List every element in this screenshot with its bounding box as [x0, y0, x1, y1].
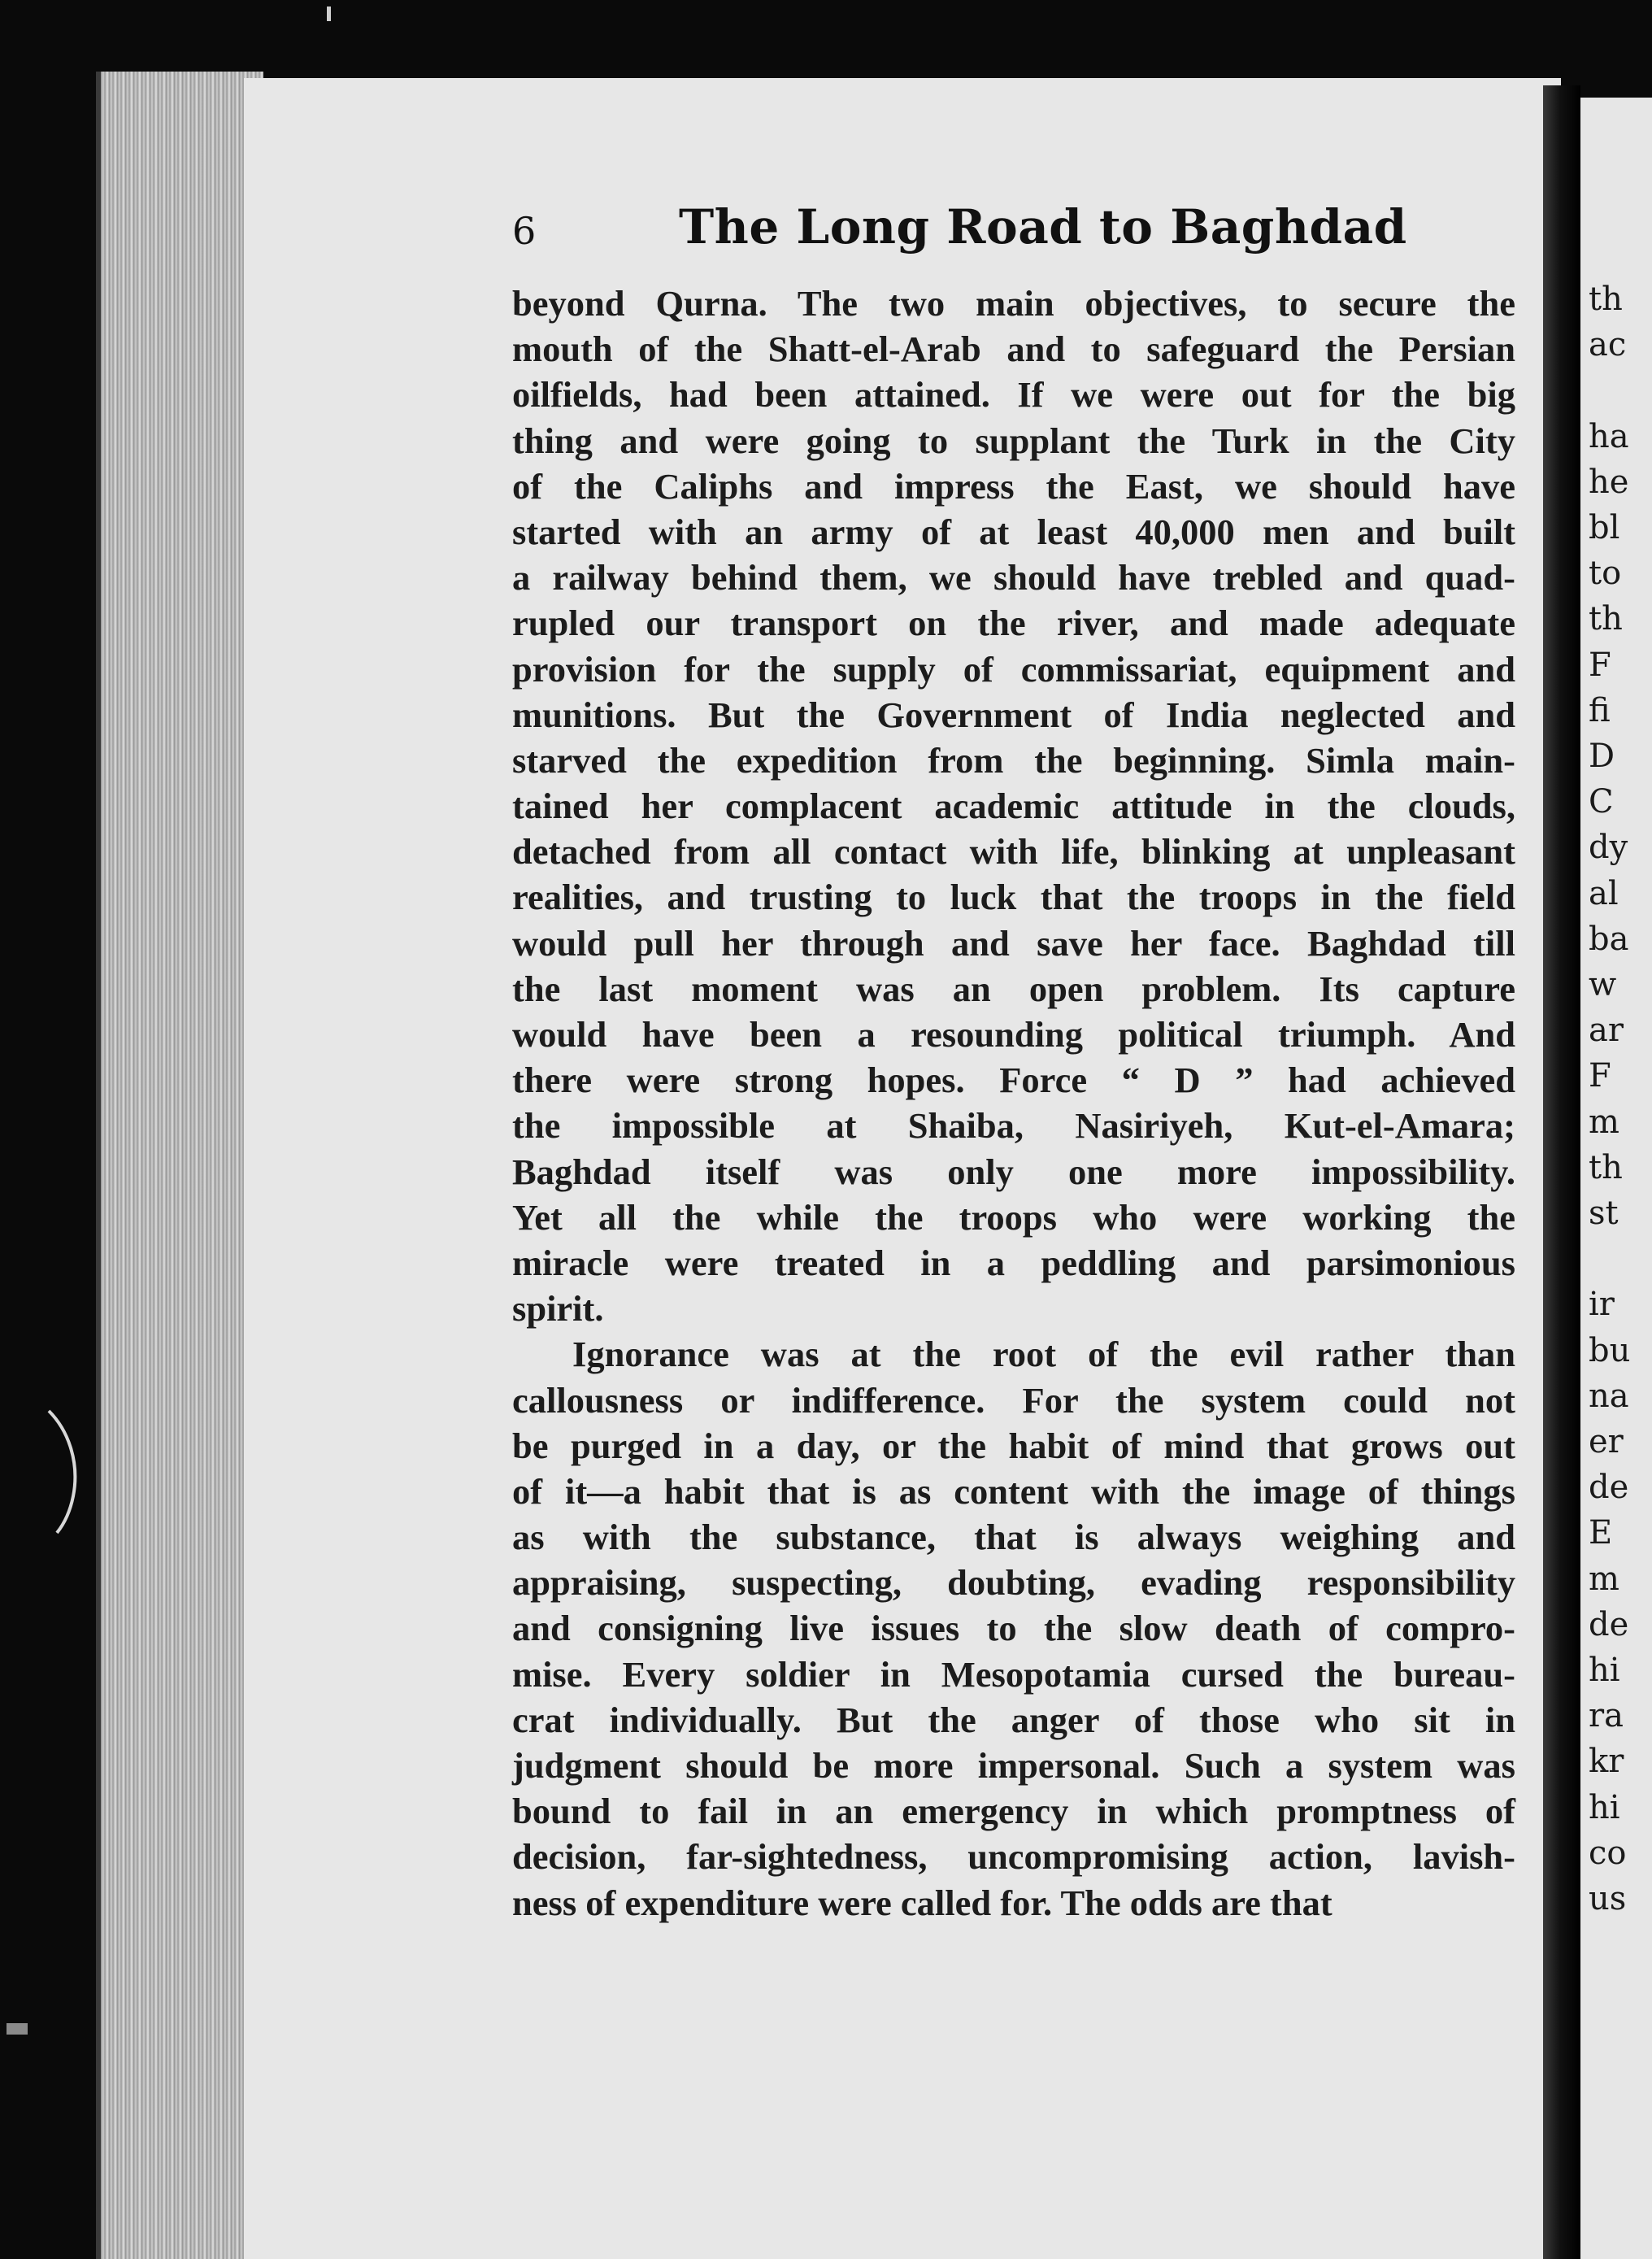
text-line: mouth of the Shatt-el-Arab and to safeguard the Persian: [512, 329, 1515, 370]
facing-page-fragment: ra: [1589, 1697, 1624, 1735]
page-number: 6: [512, 209, 537, 253]
facing-page-fragment: F: [1589, 646, 1611, 684]
text-line: crat individually. But the anger of those who sit in: [512, 1699, 1515, 1740]
text-line: be purged in a day, or the habit of mind that grows out: [512, 1425, 1515, 1466]
text-line: oilfields, had been attained. If we were out for the big: [512, 374, 1515, 416]
text-line: of it—a habit that is as content with the image of things: [512, 1470, 1515, 1512]
text-line: thing and were going to supplant the Turk in the City: [512, 420, 1515, 461]
book-gutter: [1543, 85, 1580, 2259]
facing-page-fragment: ba: [1589, 920, 1629, 958]
facing-page-fragment: de: [1589, 1605, 1629, 1643]
facing-page-fragment: th: [1589, 281, 1623, 318]
text-line: tained her complacent academic attitude in the clouds,: [512, 786, 1515, 827]
facing-page-fragment: us: [1589, 1880, 1627, 1917]
facing-page-fragment: F: [1589, 1057, 1611, 1095]
facing-page-fragment: hi: [1589, 1652, 1620, 1689]
text-line: started with an army of at least 40,000 men and built: [512, 511, 1515, 552]
facing-page-fragment: de: [1589, 1469, 1629, 1507]
facing-page-fragment: m: [1589, 1103, 1619, 1141]
text-line: the impossible at Shaiba, Nasiriyeh, Kut-el-Amara;: [512, 1105, 1515, 1147]
text-line: the last moment was an open problem. Its capture: [512, 968, 1515, 1009]
text-line: miracle were treated in a peddling and parsimonious: [512, 1242, 1515, 1283]
running-head: [512, 199, 1407, 264]
text-line: there were strong hopes. Force “ D ” had achieved: [512, 1060, 1515, 1101]
text-line: Yet all the while the troops who were working the: [512, 1196, 1515, 1238]
facing-page-fragment: hi: [1589, 1788, 1620, 1826]
facing-page-fragment: st: [1589, 1195, 1619, 1232]
facing-page-fragment: ir: [1589, 1286, 1615, 1324]
text-line: mise. Every soldier in Mesopotamia cursed the bureau-: [512, 1653, 1515, 1695]
facing-page-fragment: na: [1589, 1377, 1629, 1415]
text-line: Ignorance was at the root of the evil rather than: [572, 1334, 1515, 1375]
page-stack-edges: [96, 72, 263, 2259]
facing-page-fragment: ac: [1589, 326, 1627, 364]
facing-page-fragment: th: [1589, 600, 1623, 638]
facing-page-fragment: bu: [1589, 1331, 1631, 1369]
text-line: bound to fail in an emergency in which promptness of: [512, 1791, 1515, 1832]
facing-page-fragment: ar: [1589, 1012, 1624, 1050]
text-line: beyond Qurna. The two main objectives, to secure the: [512, 283, 1515, 324]
facing-page-fragment: co: [1589, 1834, 1627, 1872]
facing-page-fragment: C: [1589, 783, 1614, 821]
text-line: realities, and trusting to luck that the troops in the field: [512, 877, 1515, 918]
text-line: and consigning live issues to the slow death of compro-: [512, 1608, 1515, 1649]
text-line: Baghdad itself was only one more impossibility.: [512, 1151, 1515, 1192]
text-line: as with the substance, that is always weighing and: [512, 1517, 1515, 1558]
text-line: judgment should be more impersonal. Such a system was: [512, 1745, 1515, 1786]
facing-page-fragment: th: [1589, 1148, 1623, 1186]
facing-page-fragment: w: [1589, 966, 1617, 1003]
facing-page-fragment: bl: [1589, 509, 1620, 546]
facing-page-fragment: kr: [1589, 1743, 1624, 1781]
text-line: munitions. But the Government of India neglected and: [512, 694, 1515, 735]
facing-page-fragment: to: [1589, 555, 1622, 593]
text-line: rupled our transport on the river, and made adequate: [512, 603, 1515, 644]
text-line: starved the expedition from the beginning. Simla main-: [512, 739, 1515, 781]
facing-page-fragment: fi: [1589, 691, 1611, 729]
text-line: would have been a resounding political triumph. And: [512, 1014, 1515, 1055]
text-line: of the Caliphs and impress the East, we should have: [512, 465, 1515, 507]
text-line: decision, far-sightedness, uncompromising action, lavish-: [512, 1836, 1515, 1878]
facing-page-fragment: ha: [1589, 417, 1629, 455]
text-line: spirit.: [512, 1288, 604, 1330]
text-line: callousness or indifference. For the system could not: [512, 1379, 1515, 1421]
body-text: [512, 281, 1515, 1926]
text-line: appraising, suspecting, doubting, evading responsibility: [512, 1562, 1515, 1604]
facing-page-fragment: m: [1589, 1560, 1619, 1598]
facing-page-fragment: D: [1589, 738, 1615, 775]
page-title: The Long Road to Baghdad: [679, 199, 1407, 255]
text-line: detached from all contact with life, blinking at unpleasant: [512, 831, 1515, 873]
facing-page-fragment: dy: [1589, 829, 1628, 867]
facing-page-fragment: he: [1589, 463, 1629, 501]
facing-page-fragment: er: [1589, 1423, 1624, 1460]
facing-page-fragment: E: [1589, 1514, 1613, 1552]
text-line: a railway behind them, we should have trebled and quad-: [512, 557, 1515, 598]
text-line: provision for the supply of commissariat, equipment and: [512, 648, 1515, 690]
text-line: would pull her through and save her face. Baghdad till: [512, 922, 1515, 964]
facing-page-edge: [1580, 98, 1652, 2259]
text-line: ness of expenditure were called for. The odds are that: [512, 1882, 1332, 1923]
facing-page-fragment: al: [1589, 874, 1619, 912]
